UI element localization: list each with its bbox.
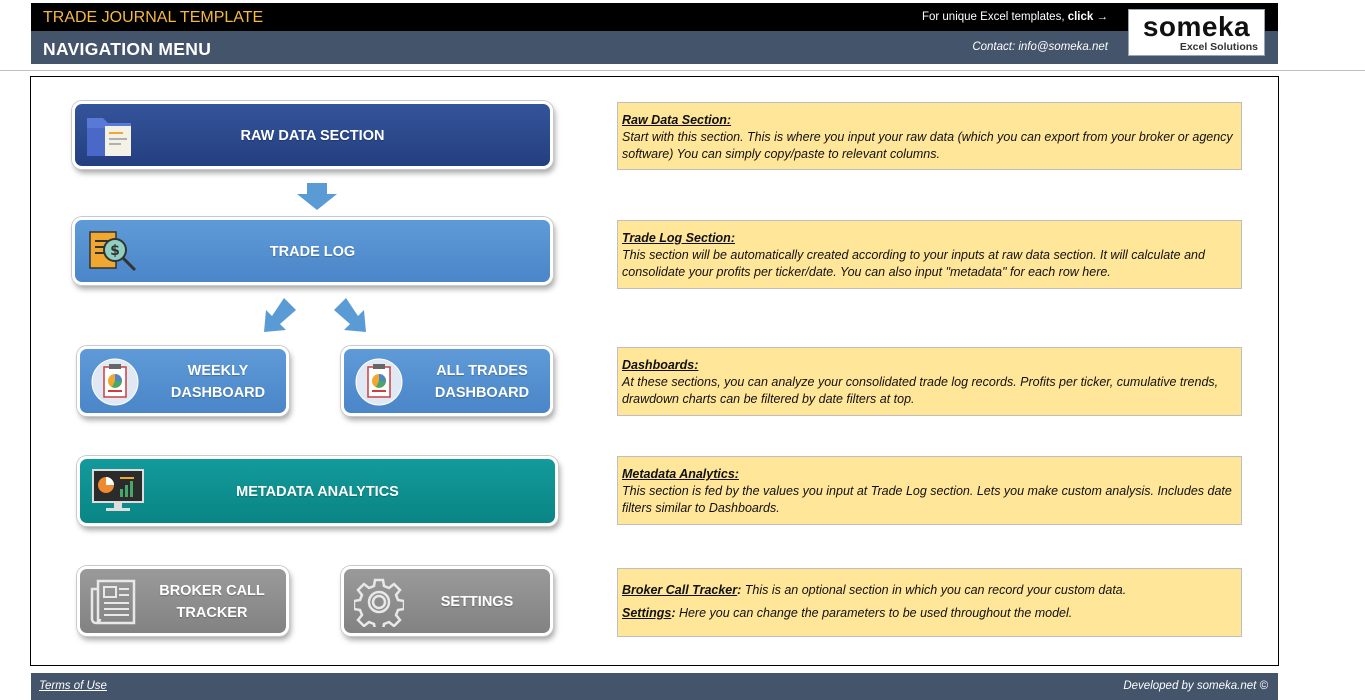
raw-data-info-box	[617, 102, 1242, 170]
all-trades-label-1: ALL TRADES	[436, 363, 528, 379]
footer-bar	[31, 673, 1278, 700]
broker-label-1: BROKER CALL	[159, 583, 265, 599]
app-title: TRADE JOURNAL TEMPLATE	[43, 9, 264, 26]
settings-colon: :	[671, 606, 679, 620]
raw-data-info-body: Start with this section. This is where you input your raw data (which you can export from your broker or agency software) You can simply copy/paste to relevant columns.	[622, 130, 1233, 161]
logo-wordmark: someka	[1142, 11, 1251, 42]
weekly-dashboard-button[interactable]	[77, 346, 289, 416]
divider	[0, 70, 1365, 71]
broker-info-heading: Broker Call Tracker	[622, 583, 738, 597]
broker-call-tracker-button[interactable]	[77, 566, 289, 636]
metadata-analytics-button[interactable]	[77, 456, 558, 526]
down-right-arrow-icon	[332, 298, 368, 334]
navigation-bar	[31, 31, 1278, 64]
metadata-info-body: This section is fed by the values you input at Trade Log section. Lets you make custom analysis. Includes date filters similar to Dashboards.	[622, 484, 1232, 515]
contact-email[interactable]: Contact: info@someka.net	[972, 41, 1108, 53]
raw-data-section-button[interactable]	[72, 101, 553, 169]
trade-log-info-heading: Trade Log Section:	[622, 231, 735, 245]
svg-text:$: $	[110, 243, 120, 259]
trade-log-info-body: This section will be automatically created according to your inputs at raw data section. It will calculate and consolidate your profits per ticker/date. You can also input "metadata" for each row here.	[622, 248, 1205, 279]
weekly-label-2: DASHBOARD	[170, 385, 266, 401]
all-trades-dashboard-button[interactable]	[341, 346, 553, 416]
metadata-info-box	[617, 456, 1242, 525]
raw-data-info-heading: Raw Data Section:	[622, 113, 732, 127]
developer-credit: Developed by someka.net ©	[1123, 680, 1268, 692]
broker-info-row	[622, 582, 1237, 599]
broker-info-body: This is an optional section in which you can record your custom data.	[744, 583, 1127, 597]
all-trades-label-2: DASHBOARD	[434, 385, 530, 401]
metadata-info-heading: Metadata Analytics:	[622, 467, 739, 481]
page-title: NAVIGATION MENU	[43, 39, 212, 59]
dashboards-info-body: At these sections, you can analyze your consolidated trade log records. Profits per ticker, cumulative trends, drawdown charts can be filtered by date filters at top.	[622, 375, 1219, 406]
dashboards-info-box	[617, 347, 1242, 416]
settings-info-row	[622, 605, 1237, 622]
broker-settings-info-box	[617, 568, 1242, 637]
clipboard-chart-icon	[90, 357, 140, 407]
settings-info-heading: Settings	[622, 606, 672, 620]
gear-icon	[354, 577, 404, 627]
clipboard-chart-icon	[354, 357, 404, 407]
weekly-label-1: WEEKLY	[187, 363, 249, 379]
promo-link[interactable]: click →	[1067, 11, 1108, 23]
trade-log-label: TRADE LOG	[269, 244, 356, 260]
top-bar	[31, 3, 1278, 31]
someka-logo[interactable]	[1128, 9, 1265, 56]
logo-subtitle: Excel Solutions	[1179, 41, 1258, 53]
terms-of-use-link[interactable]: Terms of Use	[39, 680, 107, 692]
broker-label-2: TRACKER	[176, 605, 248, 621]
promo-text	[922, 11, 1108, 23]
promo-label: For unique Excel templates,	[921, 11, 1068, 23]
settings-button[interactable]	[341, 566, 553, 636]
metadata-label: METADATA ANALYTICS	[236, 484, 399, 500]
raw-data-label: RAW DATA SECTION	[240, 128, 385, 144]
trade-log-info-box	[617, 220, 1242, 289]
dashboards-info-heading: Dashboards:	[622, 358, 699, 372]
down-left-arrow-icon	[262, 298, 298, 334]
newspaper-icon	[88, 577, 140, 627]
trade-log-button[interactable]	[72, 217, 553, 285]
settings-info-body: Here you can change the parameters to be used throughout the model.	[678, 606, 1073, 620]
broker-colon: :	[737, 583, 745, 597]
down-arrow-icon	[297, 183, 337, 211]
settings-label: SETTINGS	[440, 594, 514, 610]
